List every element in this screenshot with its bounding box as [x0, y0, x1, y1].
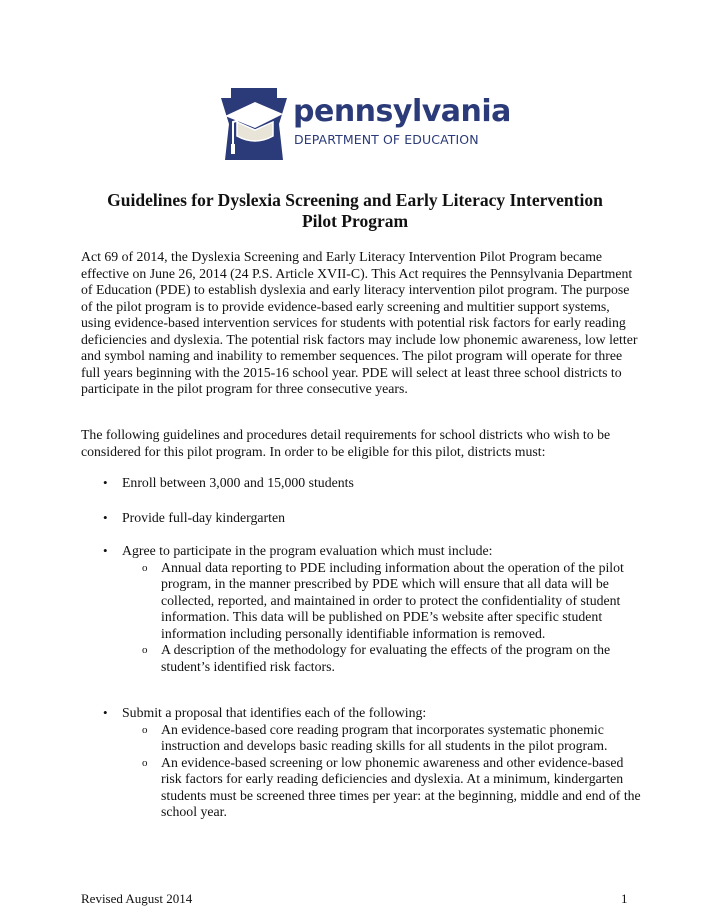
logo-wordmark: pennsylvania: [293, 94, 511, 129]
logo-subtitle: DEPARTMENT OF EDUCATION: [294, 132, 479, 147]
document-title: [70, 190, 640, 232]
intro-paragraph: Act 69 of 2014, the Dyslexia Screening and Early Literacy Intervention Pilot Program became effective on June 26, 2014 (24 P.S. Article XVII-C). This Act requires the Pennsylvania Department of Education (PDE) to establish dyslexia and early literacy intervention pilot program. The purpose of the pilot program is to provide evidence-based early screening and multitier support systems, using evidence-based intervention services for students with potential risk factors for early reading deficiencies and dyslexia. The potential risk factors may include low phonemic awareness, low letter and symbol naming and inability to remember sequences. The pilot program will operate for three full years beginning with the 2015-16 school year. PDE will select at least three school districts to participate in the pilot program for three consecutive years.: [81, 249, 638, 396]
subbullet-item: [142, 559, 641, 643]
bullet-icon: •: [103, 705, 108, 720]
subbullet-text: An evidence-based core reading program that incorporates systematic phonemic instruction and develops basic reading skills for all students in the pilot program.: [161, 721, 608, 753]
title-line-2: Pilot Program: [301, 211, 409, 231]
circle-bullet-icon: o: [142, 561, 148, 574]
bullet-icon: •: [103, 510, 108, 525]
bullet-text: Agree to participate in the program evaluation which must include:: [122, 543, 493, 558]
keystone-graduation-cap-icon: [221, 88, 287, 160]
bullet-text: Provide full-day kindergarten: [122, 510, 285, 525]
bullet-item: [103, 510, 642, 527]
bullet-text: Enroll between 3,000 and 15,000 students: [122, 475, 354, 490]
bullet-item: [103, 475, 642, 492]
bullet-text: Submit a proposal that identifies each of the following:: [122, 705, 427, 720]
subbullet-text: Annual data reporting to PDE including information about the operation of the pilot program, in the manner prescribed by PDE which will ensure that all data will be collected, reported, and maintained in order to protect the confidentiality of student information. This data will be published on PDE’s website after specific student information including personally identifiable information is removed.: [161, 559, 624, 641]
subbullet-item: [142, 642, 641, 675]
bullet-icon: •: [103, 543, 108, 558]
bullet-item: [103, 543, 642, 675]
circle-bullet-icon: o: [142, 723, 148, 736]
title-line-1: Guidelines for Dyslexia Screening and Early Literacy Intervention: [107, 190, 603, 210]
circle-bullet-icon: o: [142, 644, 148, 656]
subbullet-text: An evidence-based screening or low phonemic awareness and other evidence-based risk factors for early reading deficiencies and dyslexia. At a minimum, kindergarten students must be screened three times per year: at the beginning, middle and end of the school year.: [161, 754, 641, 819]
bullet-icon: •: [103, 475, 108, 490]
subbullet-text: A description of the methodology for evaluating the effects of the program on the student’s identified risk factors.: [161, 642, 611, 674]
page-number: 1: [621, 891, 628, 906]
subbullet-item: [142, 754, 641, 821]
guidelines-paragraph: The following guidelines and procedures detail requirements for school districts who wish to be considered for this pilot program. In order to be eligible for this pilot, districts must:: [81, 427, 611, 459]
pde-logo: [221, 88, 511, 160]
circle-bullet-icon: o: [142, 756, 148, 769]
bullet-item: [103, 705, 642, 821]
revision-date: Revised August 2014: [81, 891, 193, 906]
subbullet-item: [142, 721, 641, 755]
